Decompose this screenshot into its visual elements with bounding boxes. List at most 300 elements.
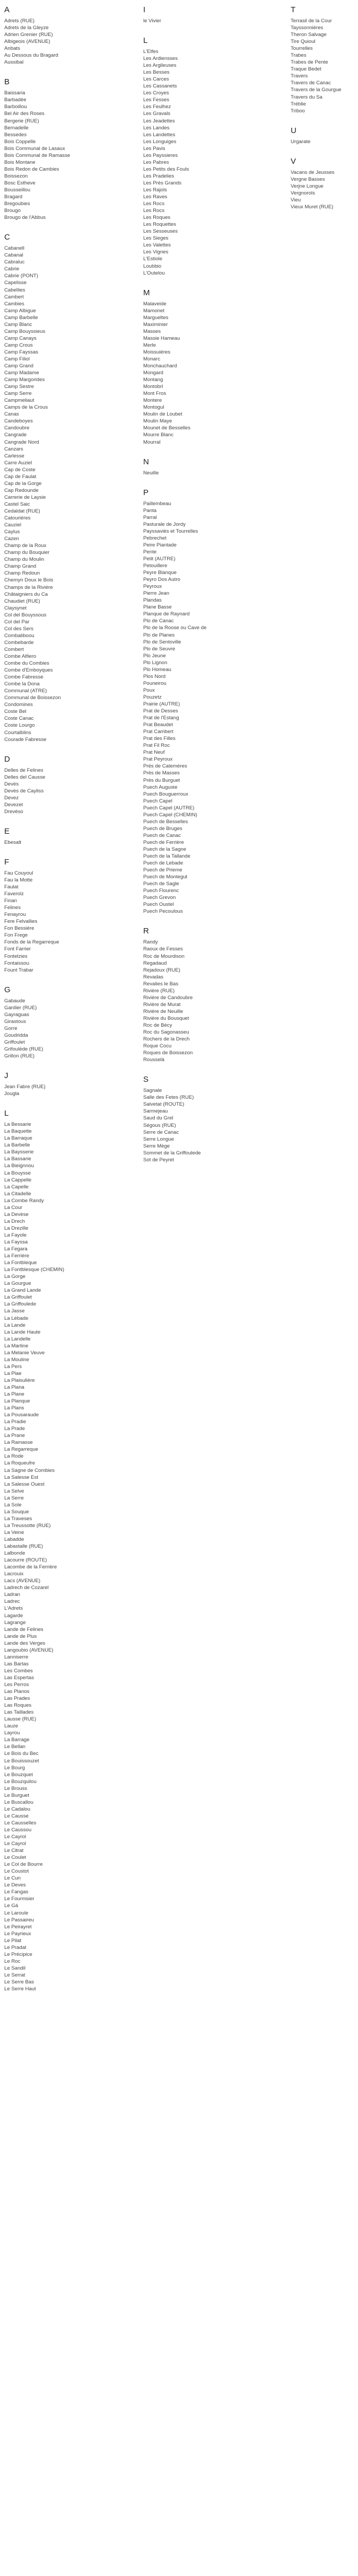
- place-name-link[interactable]: La Fayssa: [4, 1239, 28, 1245]
- place-name-link[interactable]: Cambert: [4, 294, 24, 300]
- place-name-link[interactable]: Ladrech de Cozarel: [4, 1585, 49, 1591]
- place-name-link[interactable]: La Roqueufre: [4, 1460, 36, 1467]
- place-name-link[interactable]: Merle: [143, 342, 156, 348]
- place-name-link[interactable]: Sommet de la Griffoulede: [143, 1150, 201, 1156]
- place-name-link[interactable]: Camp Bouyssieus: [4, 328, 46, 334]
- place-name-link[interactable]: Sot de Peyret: [143, 1157, 174, 1163]
- place-name-link[interactable]: La Serre: [4, 1495, 24, 1501]
- place-name-link[interactable]: Griffoulet: [4, 1039, 25, 1045]
- place-name-link[interactable]: Puech Capel (AUTRE): [143, 805, 195, 811]
- place-name-link[interactable]: La Grand Lande: [4, 1287, 41, 1294]
- place-name-link[interactable]: Roque Cocu: [143, 1043, 172, 1049]
- place-name-link[interactable]: Les Petits des Fouls: [143, 166, 189, 172]
- place-name-link[interactable]: Lagrange: [4, 1619, 26, 1626]
- place-name-link[interactable]: La Souque: [4, 1508, 29, 1515]
- place-name-link[interactable]: Rivière de Candoubre: [143, 994, 193, 1001]
- place-name-link[interactable]: Rivière (RUE): [143, 987, 175, 994]
- place-name-link[interactable]: Las Taillades: [4, 1709, 34, 1716]
- place-name-link[interactable]: Montere: [143, 398, 162, 404]
- place-name-link[interactable]: Lausse (RUE): [4, 1716, 37, 1723]
- place-name-link[interactable]: Felines: [4, 905, 21, 911]
- place-name-link[interactable]: Coste Canac: [4, 716, 34, 722]
- place-name-link[interactable]: Coste Lourgo: [4, 722, 35, 729]
- place-name-link[interactable]: Mounet de Besselles: [143, 425, 191, 431]
- place-name-link[interactable]: Au Dessous du Bragard: [4, 52, 58, 59]
- place-name-link[interactable]: Prat de Desses: [143, 708, 178, 714]
- place-name-link[interactable]: La Sagne de Combies: [4, 1467, 55, 1474]
- place-name-link[interactable]: Serre de Canac: [143, 1129, 179, 1135]
- place-name-link[interactable]: Le Bouissouzet: [4, 1758, 39, 1764]
- place-name-link[interactable]: Fere Felvallies: [4, 919, 38, 925]
- place-name-link[interactable]: Rivière de Neuille: [143, 1008, 184, 1014]
- place-name-link[interactable]: Camp Grand: [4, 363, 33, 369]
- place-name-link[interactable]: Le Citrat: [4, 1848, 24, 1854]
- place-name-link[interactable]: Le Passaireu: [4, 1917, 34, 1923]
- place-name-link[interactable]: Communal (ATRE): [4, 688, 47, 694]
- place-name-link[interactable]: Cabrie (PONT): [4, 273, 38, 279]
- place-name-link[interactable]: Parral: [143, 514, 157, 521]
- place-name-link[interactable]: La Barbelle: [4, 1142, 30, 1149]
- place-name-link[interactable]: Labastalle (RUE): [4, 1543, 43, 1550]
- place-name-link[interactable]: Plandas: [143, 597, 162, 604]
- place-name-link[interactable]: Les Sesseuses: [143, 228, 178, 235]
- place-name-link[interactable]: Camp Filiol: [4, 356, 30, 362]
- place-name-link[interactable]: Catouriéres: [4, 515, 31, 522]
- place-name-link[interactable]: Le Cun: [4, 1875, 21, 1882]
- place-name-link[interactable]: Le Cadalou: [4, 1806, 31, 1812]
- place-name-link[interactable]: La Melanie Veuve: [4, 1349, 45, 1356]
- place-name-link[interactable]: Lande des Verges: [4, 1640, 46, 1646]
- place-name-link[interactable]: Les Ardiensses: [143, 56, 178, 62]
- place-name-link[interactable]: Camp Crous: [4, 342, 33, 348]
- place-name-link[interactable]: Le Précipice: [4, 1951, 32, 1957]
- place-name-link[interactable]: Le Fourmsier: [4, 1896, 34, 1902]
- place-name-link[interactable]: Planque de Raynard: [143, 611, 190, 617]
- place-name-link[interactable]: La Citadelle: [4, 1190, 31, 1197]
- place-name-link[interactable]: Bernadelle: [4, 125, 29, 131]
- place-name-link[interactable]: Caylus: [4, 529, 20, 535]
- place-name-link[interactable]: Bousseillou: [4, 187, 31, 193]
- place-name-link[interactable]: Le Serrat: [4, 1972, 25, 1978]
- place-name-link[interactable]: Gardier (RUE): [4, 1004, 37, 1011]
- place-name-link[interactable]: Barboillou: [4, 104, 27, 110]
- place-name-link[interactable]: Les Raves: [143, 194, 168, 200]
- place-name-link[interactable]: La Drech: [4, 1218, 25, 1224]
- place-name-link[interactable]: La Griffoulede: [4, 1301, 37, 1308]
- place-name-link[interactable]: Peire Piantade: [143, 542, 177, 548]
- place-name-link[interactable]: Les Cassanets: [143, 83, 177, 90]
- place-name-link[interactable]: Col del Bouyssous: [4, 612, 47, 618]
- place-name-link[interactable]: Combe la Dona: [4, 681, 40, 687]
- place-name-link[interactable]: Champ Redoun: [4, 570, 40, 577]
- place-name-link[interactable]: Moulin de Loubet: [143, 411, 182, 418]
- place-name-link[interactable]: Trabes: [291, 52, 307, 59]
- place-name-link[interactable]: La Bassarie: [4, 1156, 31, 1162]
- place-name-link[interactable]: Les Gravals: [143, 111, 171, 117]
- place-name-link[interactable]: Puech de Besselles: [143, 818, 188, 825]
- place-name-link[interactable]: Canzars: [4, 446, 23, 452]
- place-name-link[interactable]: Devezet: [4, 801, 23, 808]
- place-name-link[interactable]: L'Outelou: [143, 270, 165, 276]
- place-name-link[interactable]: Le Deves: [4, 1882, 26, 1889]
- place-name-link[interactable]: Cazen: [4, 536, 19, 542]
- place-name-link[interactable]: La Gorge: [4, 1274, 26, 1280]
- place-name-link[interactable]: Poux: [143, 687, 155, 693]
- place-name-link[interactable]: Camp Fayssas: [4, 349, 38, 355]
- place-name-link[interactable]: Girastous: [4, 1018, 27, 1025]
- place-name-link[interactable]: Petit (AUTRE): [143, 556, 176, 562]
- place-name-link[interactable]: Plo de Seuvre: [143, 646, 176, 652]
- place-name-link[interactable]: Puech de Bruges: [143, 825, 182, 832]
- place-name-link[interactable]: Chaudiet (RUE): [4, 598, 40, 604]
- place-name-link[interactable]: Cabrie: [4, 266, 20, 272]
- place-name-link[interactable]: Bessedes: [4, 131, 27, 138]
- place-name-link[interactable]: La Devèse: [4, 1211, 29, 1218]
- place-name-link[interactable]: Gorre: [4, 1025, 18, 1031]
- place-name-link[interactable]: Bois Redon de Cambies: [4, 166, 59, 172]
- place-name-link[interactable]: Bregoubies: [4, 201, 30, 207]
- place-name-link[interactable]: Les Jeadettes: [143, 118, 175, 124]
- place-name-link[interactable]: Adrets (RUE): [4, 18, 35, 24]
- place-name-link[interactable]: La Veine: [4, 1529, 24, 1536]
- place-name-link[interactable]: Le Pradat: [4, 1944, 27, 1951]
- place-name-link[interactable]: La Lébade: [4, 1315, 29, 1321]
- place-name-link[interactable]: Camp Barbelle: [4, 314, 38, 321]
- place-name-link[interactable]: Margueltes: [143, 314, 169, 321]
- place-name-link[interactable]: Sagnale: [143, 1088, 162, 1094]
- place-name-link[interactable]: Combe d'Emboyques: [4, 667, 53, 674]
- place-name-link[interactable]: Combe Alfiero: [4, 653, 37, 659]
- place-name-link[interactable]: La Bieignnou: [4, 1163, 34, 1169]
- place-name-link[interactable]: Goudridda: [4, 1032, 28, 1038]
- place-name-link[interactable]: Cabellies: [4, 287, 25, 293]
- place-name-link[interactable]: Las Roques: [4, 1702, 32, 1709]
- place-name-link[interactable]: Lacrouix: [4, 1571, 24, 1577]
- place-name-link[interactable]: La Ramasse: [4, 1440, 33, 1446]
- place-name-link[interactable]: Anbats: [4, 46, 20, 52]
- place-name-link[interactable]: Neuille: [143, 470, 159, 476]
- place-name-link[interactable]: Chemyn Doux le Bois: [4, 577, 54, 584]
- place-name-link[interactable]: Peyroux: [143, 584, 162, 590]
- place-name-link[interactable]: Moulin Maye: [143, 418, 172, 425]
- place-name-link[interactable]: Camp Sestre: [4, 384, 34, 390]
- place-name-link[interactable]: Bois Communal de Lasaux: [4, 145, 65, 152]
- place-name-link[interactable]: Courtalblins: [4, 729, 31, 736]
- place-name-link[interactable]: Puech Bouguerroux: [143, 791, 188, 797]
- place-name-link[interactable]: Traque Bedet: [291, 66, 321, 73]
- place-name-link[interactable]: Revadas: [143, 974, 163, 980]
- place-name-link[interactable]: Puech de Lebade: [143, 860, 184, 867]
- place-name-link[interactable]: Pebrechet: [143, 535, 167, 541]
- place-name-link[interactable]: Plane Basse: [143, 604, 172, 611]
- place-name-link[interactable]: Lande de Plus: [4, 1633, 37, 1639]
- place-name-link[interactable]: La Mouline: [4, 1356, 29, 1363]
- place-name-link[interactable]: Grifoulède (RUE): [4, 1046, 43, 1052]
- place-name-link[interactable]: Barbadée: [4, 97, 27, 103]
- place-name-link[interactable]: La Baquette: [4, 1128, 32, 1135]
- place-name-link[interactable]: Prat Beaudet: [143, 722, 173, 728]
- place-name-link[interactable]: Puech Capel (CHEMIN): [143, 811, 197, 818]
- place-name-link[interactable]: Finan: [4, 898, 17, 904]
- place-name-link[interactable]: Malaveide: [143, 301, 167, 307]
- place-name-link[interactable]: Champ du Bouquier: [4, 550, 50, 556]
- place-name-link[interactable]: Serre Mège: [143, 1143, 170, 1149]
- place-name-link[interactable]: Plo de Planes: [143, 632, 175, 638]
- place-name-link[interactable]: Lacombe de la Ferrière: [4, 1564, 57, 1571]
- place-name-link[interactable]: Cap Redounde: [4, 487, 39, 493]
- place-name-link[interactable]: Monchauchard: [143, 363, 177, 369]
- place-name-link[interactable]: Fon Frege: [4, 932, 28, 939]
- place-name-link[interactable]: Serre Longue: [143, 1136, 174, 1142]
- place-name-link[interactable]: Cap de Faulat: [4, 473, 37, 480]
- place-name-link[interactable]: Puech de Canac: [143, 832, 181, 839]
- place-name-link[interactable]: Theron Salvage: [291, 32, 327, 38]
- place-name-link[interactable]: La Plaisulière: [4, 1377, 35, 1383]
- place-name-link[interactable]: Les Roques: [143, 215, 171, 221]
- place-name-link[interactable]: La Pousaraude: [4, 1412, 39, 1418]
- place-name-link[interactable]: Faulat: [4, 884, 19, 890]
- place-name-link[interactable]: Terrasil de la Cour: [291, 18, 332, 24]
- place-name-link[interactable]: Champ Grand: [4, 563, 37, 570]
- place-name-link[interactable]: Maximinier: [143, 321, 168, 328]
- place-name-link[interactable]: Puech Oustel: [143, 902, 174, 908]
- place-name-link[interactable]: Panta: [143, 507, 157, 514]
- place-name-link[interactable]: Canas: [4, 411, 19, 418]
- place-name-link[interactable]: La Prane: [4, 1433, 25, 1439]
- place-name-link[interactable]: Combert: [4, 646, 24, 652]
- place-name-link[interactable]: Prat des Filles: [143, 736, 176, 742]
- place-name-link[interactable]: Las Espertas: [4, 1674, 34, 1681]
- place-name-link[interactable]: Le Coustot: [4, 1868, 29, 1875]
- place-name-link[interactable]: Revalies le Bas: [143, 981, 179, 987]
- place-name-link[interactable]: L'Elfes: [143, 49, 159, 55]
- place-name-link[interactable]: Peyre Blanque: [143, 570, 177, 576]
- place-name-link[interactable]: La Lande: [4, 1322, 26, 1328]
- place-name-link[interactable]: Le Burguet: [4, 1792, 29, 1798]
- place-name-link[interactable]: Layrou: [4, 1730, 20, 1736]
- place-name-link[interactable]: Camp Canays: [4, 335, 37, 341]
- place-name-link[interactable]: Col des Sers: [4, 625, 33, 632]
- place-name-link[interactable]: Près de Masses: [143, 770, 180, 777]
- place-name-link[interactable]: Faverolz: [4, 891, 24, 897]
- place-name-link[interactable]: Prairie (AUTRE): [143, 701, 180, 707]
- place-name-link[interactable]: Trabes de Pente: [291, 59, 328, 66]
- place-name-link[interactable]: Les Carces: [143, 76, 169, 83]
- place-name-link[interactable]: Rivière de Murat: [143, 1001, 181, 1008]
- place-name-link[interactable]: Devès de Cayliss: [4, 788, 44, 794]
- place-name-link[interactable]: Delles del Causse: [4, 774, 46, 780]
- place-name-link[interactable]: Verjne Longue: [291, 183, 324, 189]
- place-name-link[interactable]: Rivière du Bousquet: [143, 1015, 189, 1021]
- place-name-link[interactable]: La Salesse Ouest: [4, 1481, 45, 1487]
- place-name-link[interactable]: Les Landettes: [143, 131, 176, 138]
- place-name-link[interactable]: Combaliboou: [4, 632, 34, 639]
- place-name-link[interactable]: La Jasse: [4, 1308, 25, 1315]
- place-name-link[interactable]: Camp Margorides: [4, 377, 45, 383]
- place-name-link[interactable]: Carrerie de Laysie: [4, 494, 46, 500]
- place-name-link[interactable]: La Sole: [4, 1502, 22, 1508]
- place-name-link[interactable]: La Drezille: [4, 1225, 29, 1231]
- place-name-link[interactable]: Plo de Sentoville: [143, 639, 181, 645]
- place-name-link[interactable]: Carlesse: [4, 453, 24, 459]
- place-name-link[interactable]: Campmeliaut: [4, 398, 34, 404]
- place-name-link[interactable]: Les Roquettes: [143, 222, 176, 228]
- place-name-link[interactable]: Le Bois du Bec: [4, 1751, 39, 1757]
- place-name-link[interactable]: La Planque: [4, 1398, 30, 1405]
- place-name-link[interactable]: La Barraque: [4, 1135, 32, 1142]
- place-name-link[interactable]: Le Peirayret: [4, 1924, 32, 1930]
- place-name-link[interactable]: La Plans: [4, 1405, 24, 1411]
- place-name-link[interactable]: Vacans de Jeusses: [291, 169, 335, 175]
- place-name-link[interactable]: Plo de Canac: [143, 618, 174, 624]
- place-name-link[interactable]: Bois Montane: [4, 159, 36, 165]
- place-name-link[interactable]: Sarmejeau: [143, 1108, 168, 1115]
- place-name-link[interactable]: Devès: [4, 781, 19, 787]
- place-name-link[interactable]: Baissaria: [4, 90, 25, 96]
- place-name-link[interactable]: Puech Pecoulous: [143, 908, 183, 915]
- place-name-link[interactable]: Las Prades: [4, 1696, 30, 1702]
- place-name-link[interactable]: Roques de Boissezon: [143, 1050, 193, 1056]
- place-name-link[interactable]: Plos Nord: [143, 673, 166, 680]
- place-name-link[interactable]: La Selve: [4, 1488, 24, 1494]
- place-name-link[interactable]: Fontelzies: [4, 953, 28, 959]
- place-name-link[interactable]: Le Sandil: [4, 1965, 26, 1971]
- place-name-link[interactable]: La Griffoulet: [4, 1294, 32, 1301]
- place-name-link[interactable]: Camp Madame: [4, 370, 39, 376]
- place-name-link[interactable]: Las Planos: [4, 1689, 30, 1695]
- place-name-link[interactable]: Las Bartas: [4, 1661, 29, 1667]
- place-name-link[interactable]: Montogul: [143, 404, 164, 411]
- place-name-link[interactable]: La Fontbleque: [4, 1260, 37, 1266]
- place-name-link[interactable]: Grillon (RUE): [4, 1053, 35, 1060]
- place-name-link[interactable]: Lacs (AVENUE): [4, 1578, 41, 1584]
- place-name-link[interactable]: Roc de Mourdison: [143, 953, 185, 959]
- place-name-link[interactable]: Montobrl: [143, 384, 163, 390]
- place-name-link[interactable]: Châtaigniers du Ca: [4, 591, 48, 597]
- place-name-link[interactable]: le Vivier: [143, 18, 161, 24]
- place-name-link[interactable]: La Gourgue: [4, 1281, 31, 1287]
- place-name-link[interactable]: Pierre Jean: [143, 590, 170, 597]
- place-name-link[interactable]: Moissuières: [143, 349, 171, 355]
- place-name-link[interactable]: Le Gá: [4, 1903, 19, 1909]
- place-name-link[interactable]: Le Caussou: [4, 1827, 32, 1833]
- place-name-link[interactable]: Condomines: [4, 702, 33, 708]
- place-name-link[interactable]: Saud du Grel: [143, 1115, 173, 1122]
- place-name-link[interactable]: Pouneirou: [143, 680, 167, 686]
- place-name-link[interactable]: La Combe Randy: [4, 1197, 44, 1204]
- place-name-link[interactable]: Camps de la Crous: [4, 404, 48, 411]
- place-name-link[interactable]: Bragard: [4, 194, 23, 200]
- place-name-link[interactable]: Tayssonnières: [291, 25, 324, 31]
- place-name-link[interactable]: La Rode: [4, 1453, 24, 1460]
- place-name-link[interactable]: Fenayrou: [4, 912, 26, 918]
- place-name-link[interactable]: Camp Albigue: [4, 307, 36, 314]
- place-name-link[interactable]: Le Bouzquilou: [4, 1778, 37, 1785]
- place-name-link[interactable]: Le Buscallou: [4, 1799, 33, 1805]
- place-name-link[interactable]: Champ du Moulin: [4, 557, 45, 563]
- place-name-link[interactable]: Petouillere: [143, 563, 168, 569]
- place-name-link[interactable]: Jougla: [4, 1091, 20, 1097]
- place-name-link[interactable]: Les Argileuses: [143, 63, 177, 69]
- place-name-link[interactable]: Fonds de la Regarreque: [4, 939, 59, 946]
- place-name-link[interactable]: Ebesalt: [4, 839, 21, 845]
- place-name-link[interactable]: Bosc Estheve: [4, 180, 36, 186]
- place-name-link[interactable]: Prat de l'Estang: [143, 715, 179, 721]
- place-name-link[interactable]: Cabanal: [4, 252, 23, 259]
- place-name-link[interactable]: La Baysserie: [4, 1149, 34, 1155]
- place-name-link[interactable]: Lacourre (ROUTE): [4, 1557, 47, 1564]
- place-name-link[interactable]: Roc de Bècy: [143, 1022, 172, 1028]
- place-name-link[interactable]: La Plae: [4, 1370, 22, 1377]
- place-name-link[interactable]: Combebarde: [4, 639, 34, 646]
- place-name-link[interactable]: Puech de Prieme: [143, 867, 182, 874]
- place-name-link[interactable]: Puech de Ferrière: [143, 839, 184, 845]
- place-name-link[interactable]: Prat Peyroux: [143, 756, 173, 763]
- place-name-link[interactable]: Cedaldat (RUE): [4, 508, 40, 514]
- place-name-link[interactable]: Prés de Catemères: [143, 763, 187, 770]
- place-name-link[interactable]: Capelisse: [4, 280, 27, 286]
- place-name-link[interactable]: Plo Lignon: [143, 659, 168, 666]
- place-name-link[interactable]: Adrien Grenier (RUE): [4, 32, 53, 38]
- place-name-link[interactable]: Prat Neuf: [143, 749, 165, 756]
- place-name-link[interactable]: Gabaude: [4, 998, 25, 1004]
- place-name-link[interactable]: Vergnorols: [291, 190, 315, 196]
- place-name-link[interactable]: Prat Fil Roc: [143, 743, 170, 749]
- place-name-link[interactable]: La Fegara: [4, 1246, 28, 1252]
- place-name-link[interactable]: Bois Communal de Ramasse: [4, 152, 71, 158]
- place-name-link[interactable]: Les Près Grands: [143, 180, 181, 186]
- place-name-link[interactable]: Tourrelles: [291, 46, 313, 52]
- place-name-link[interactable]: Delles de Felines: [4, 767, 43, 773]
- place-name-link[interactable]: Le Serre Haut: [4, 1986, 36, 1992]
- place-name-link[interactable]: La Salesse Est: [4, 1474, 38, 1480]
- place-name-link[interactable]: Les Pabres: [143, 159, 169, 165]
- place-name-link[interactable]: Mamonet: [143, 307, 164, 314]
- place-name-link[interactable]: Loubbio: [143, 263, 162, 269]
- place-name-link[interactable]: Vergne Basses: [291, 176, 325, 182]
- place-name-link[interactable]: Les Payssieres: [143, 152, 178, 158]
- place-name-link[interactable]: Candeboyes: [4, 418, 33, 425]
- place-name-link[interactable]: Communal de Boissezon: [4, 695, 61, 701]
- place-name-link[interactable]: Pouzetz: [143, 694, 162, 700]
- place-name-link[interactable]: Travers du Sa: [291, 94, 322, 100]
- place-name-link[interactable]: La Traveses: [4, 1515, 32, 1522]
- place-name-link[interactable]: Salle des Fetes (RUE): [143, 1095, 194, 1101]
- place-name-link[interactable]: Mongard: [143, 370, 163, 376]
- place-name-link[interactable]: Cambies: [4, 301, 24, 307]
- place-name-link[interactable]: Les Perros: [4, 1681, 29, 1688]
- place-name-link[interactable]: Peyro Dos Autro: [143, 577, 180, 583]
- place-name-link[interactable]: Champ de la Roux: [4, 543, 47, 549]
- place-name-link[interactable]: Mont Fros: [143, 391, 167, 397]
- place-name-link[interactable]: Les Vignes: [143, 249, 169, 255]
- place-name-link[interactable]: Montang: [143, 377, 163, 383]
- place-name-link[interactable]: Le Col de Bourre: [4, 1862, 43, 1868]
- place-name-link[interactable]: Lagarde: [4, 1612, 23, 1619]
- place-name-link[interactable]: Ladran: [4, 1592, 20, 1598]
- place-name-link[interactable]: Les Sieges: [143, 235, 169, 242]
- place-name-link[interactable]: Boissezon: [4, 173, 28, 179]
- place-name-link[interactable]: Le Brouss: [4, 1785, 28, 1792]
- place-name-link[interactable]: Les Rocs: [143, 208, 164, 214]
- place-name-link[interactable]: Pasturale de Jordy: [143, 521, 186, 527]
- place-name-link[interactable]: Claysynet: [4, 605, 27, 611]
- place-name-link[interactable]: La Prade: [4, 1426, 25, 1432]
- place-name-link[interactable]: Rejadoux (RUE): [143, 967, 180, 973]
- place-name-link[interactable]: Les Pradelies: [143, 173, 174, 179]
- place-name-link[interactable]: Castel Saic: [4, 501, 30, 507]
- place-name-link[interactable]: Le Fangas: [4, 1889, 29, 1895]
